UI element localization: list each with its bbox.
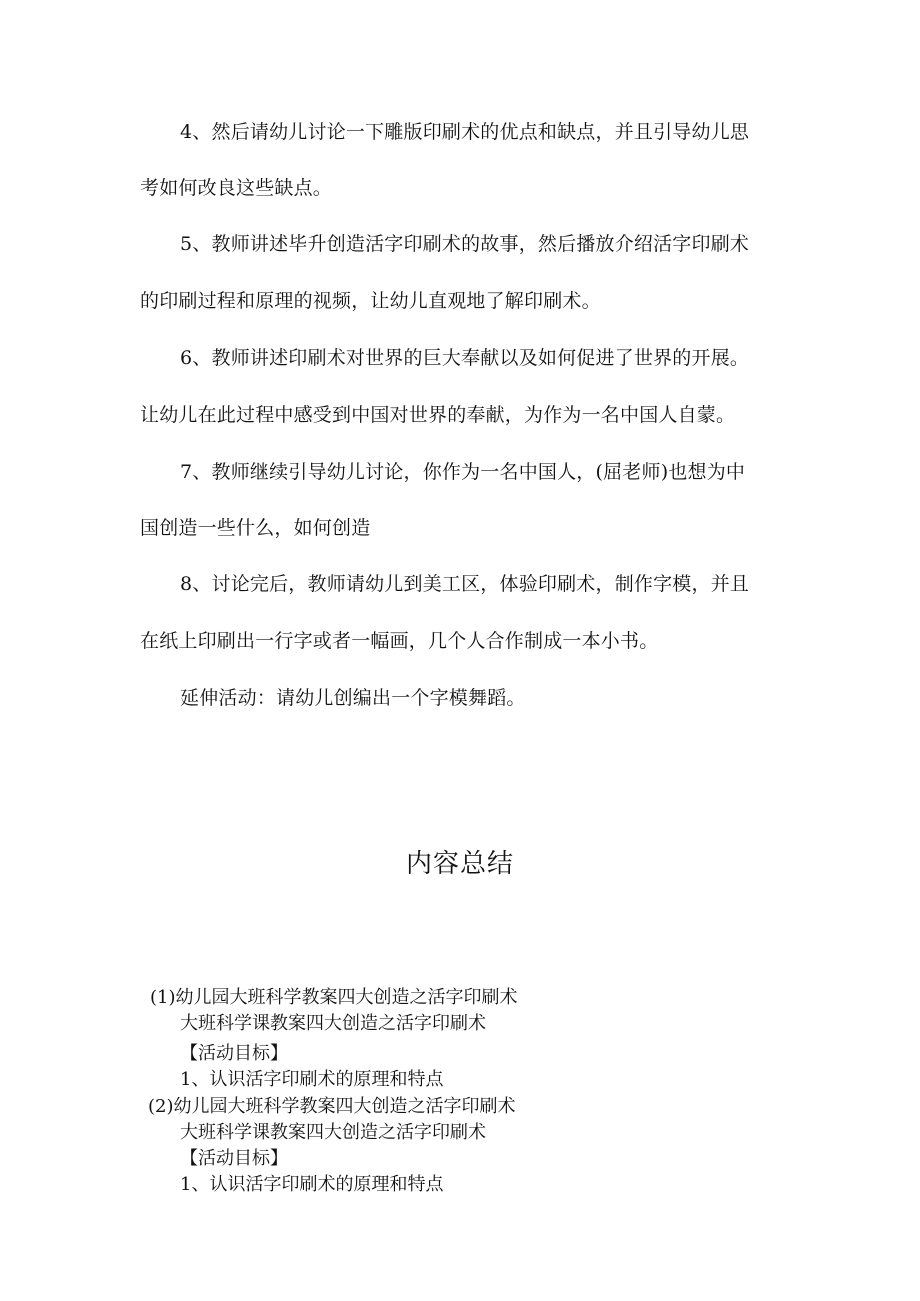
paragraph-line: 4、然后请幼儿讨论一下雕版印刷术的优点和缺点，并且引导幼儿思 — [180, 121, 750, 143]
summary-subtitle: 大班科学课教案四大创造之活字印刷术 — [180, 1122, 486, 1143]
summary-point: 1、认识活字印刷术的原理和特点 — [180, 1069, 444, 1090]
summary-heading: (2)幼儿园大班科学教案四大创造之活字印刷术 — [148, 1096, 516, 1117]
paragraph-line: 让幼儿在此过程中感受到中国对世界的奉献，为作为一名中国人自蒙。 — [140, 404, 736, 426]
summary-section: 【活动目标】 — [180, 1148, 288, 1169]
summary-title: 内容总结 — [405, 849, 514, 879]
paragraph-line: 在纸上印刷出一行字或者一幅画，几个人合作制成一本小书。 — [140, 630, 659, 652]
paragraph-line: 的印刷过程和原理的视频，让幼儿直观地了解印刷术。 — [140, 290, 601, 312]
summary-point: 1、认识活字印刷术的原理和特点 — [180, 1174, 444, 1195]
paragraph-line: 国创造一些什么，如何创造 — [140, 517, 371, 539]
summary-subtitle: 大班科学课教案四大创造之活字印刷术 — [180, 1013, 486, 1034]
extension-activity: 延伸活动：请幼儿创编出一个字模舞蹈。 — [180, 687, 526, 709]
paragraph-line: 5、教师讲述毕升创造活字印刷术的故事，然后播放介绍活字印刷术 — [180, 233, 750, 255]
paragraph-line: 7、教师继续引导幼儿讨论，你作为一名中国人，(屈老师)也想为中 — [180, 461, 746, 483]
summary-section: 【活动目标】 — [180, 1043, 288, 1064]
paragraph-line: 6、教师讲述印刷术对世界的巨大奉献以及如何促进了世界的开展。 — [180, 347, 750, 369]
paragraph-line: 8、讨论完后，教师请幼儿到美工区，体验印刷术，制作字模，并且 — [180, 573, 750, 595]
paragraph-line: 考如何改良这些缺点。 — [140, 177, 333, 199]
summary-heading: (1)幼儿园大班科学教案四大创造之活字印刷术 — [150, 987, 518, 1008]
